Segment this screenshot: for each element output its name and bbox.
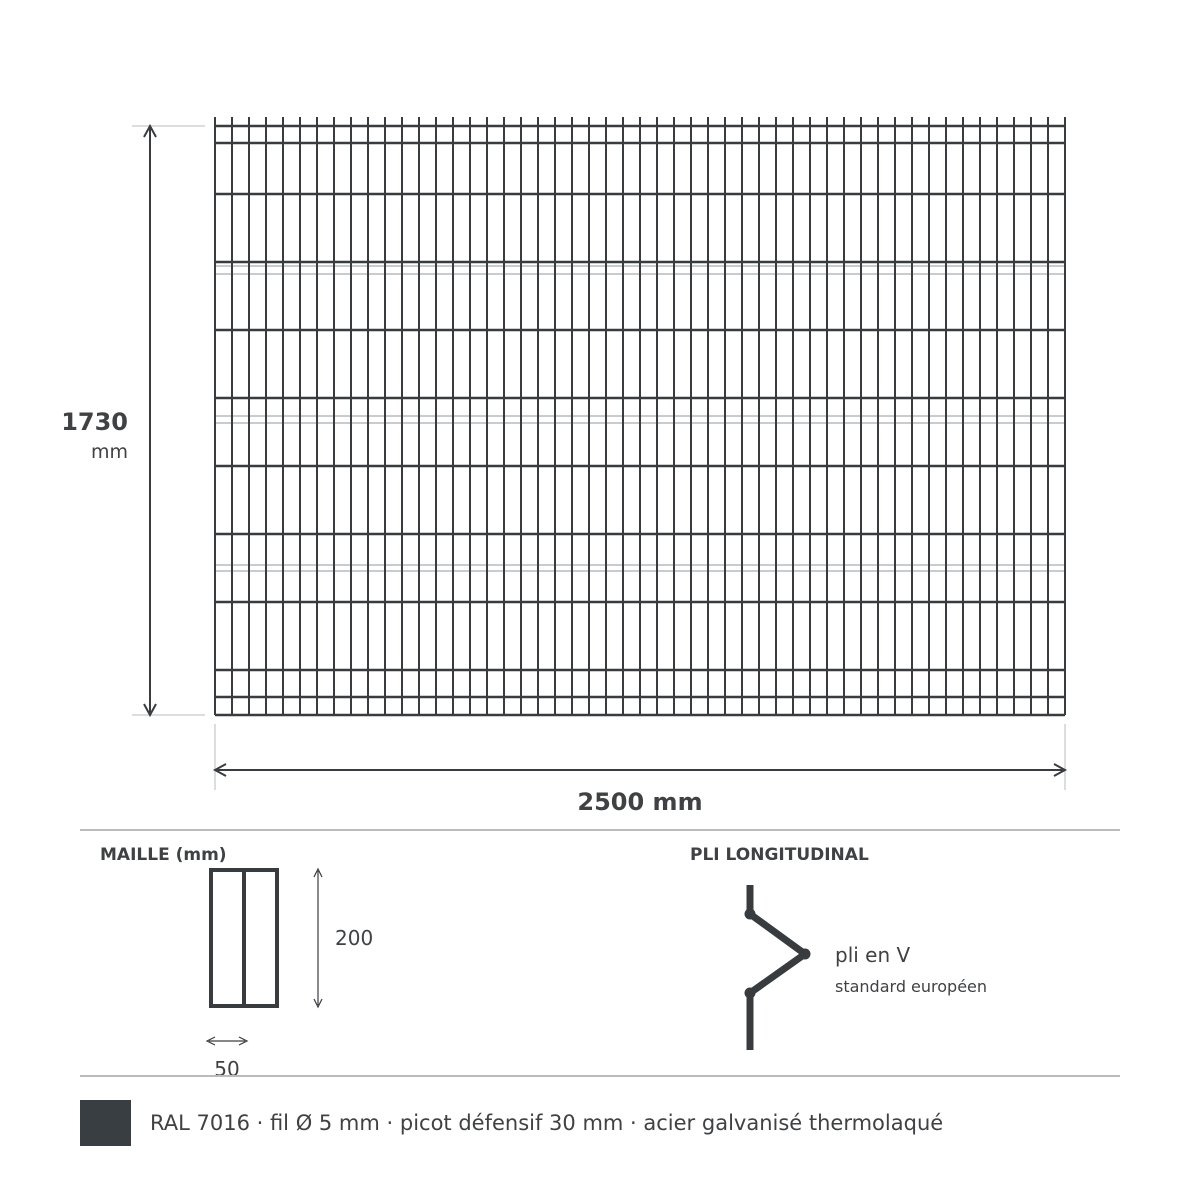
footer-specs [80, 1100, 943, 1146]
fold-sublabel: standard européen [835, 977, 988, 996]
panel-width-label: 2500 mm [577, 788, 703, 816]
fold-joint-top-icon [745, 909, 756, 920]
fold-detail [690, 845, 987, 1050]
width-dimension [215, 724, 1065, 816]
fold-joint-apex-icon [800, 949, 811, 960]
specs-text: RAL 7016 · fil Ø 5 mm · picot défensif 30 mm · acier galvanisé thermolaqué [150, 1111, 944, 1135]
panel-height-value: 1730 [61, 408, 128, 436]
mesh-width-label: 50 [214, 1057, 240, 1081]
v-fold-profile-icon [750, 885, 805, 1050]
fence-panel-grid [215, 117, 1065, 715]
fold-joint-bottom-icon [745, 988, 756, 999]
fold-label: pli en V [835, 943, 911, 967]
mesh-title: MAILLE (mm) [100, 845, 227, 865]
fold-title: PLI LONGITUDINAL [690, 845, 869, 865]
color-swatch-icon [80, 1100, 131, 1146]
mesh-detail [100, 845, 373, 1081]
panel-height-unit: mm [90, 441, 128, 463]
height-dimension [61, 126, 205, 715]
mesh-height-label: 200 [335, 926, 374, 950]
